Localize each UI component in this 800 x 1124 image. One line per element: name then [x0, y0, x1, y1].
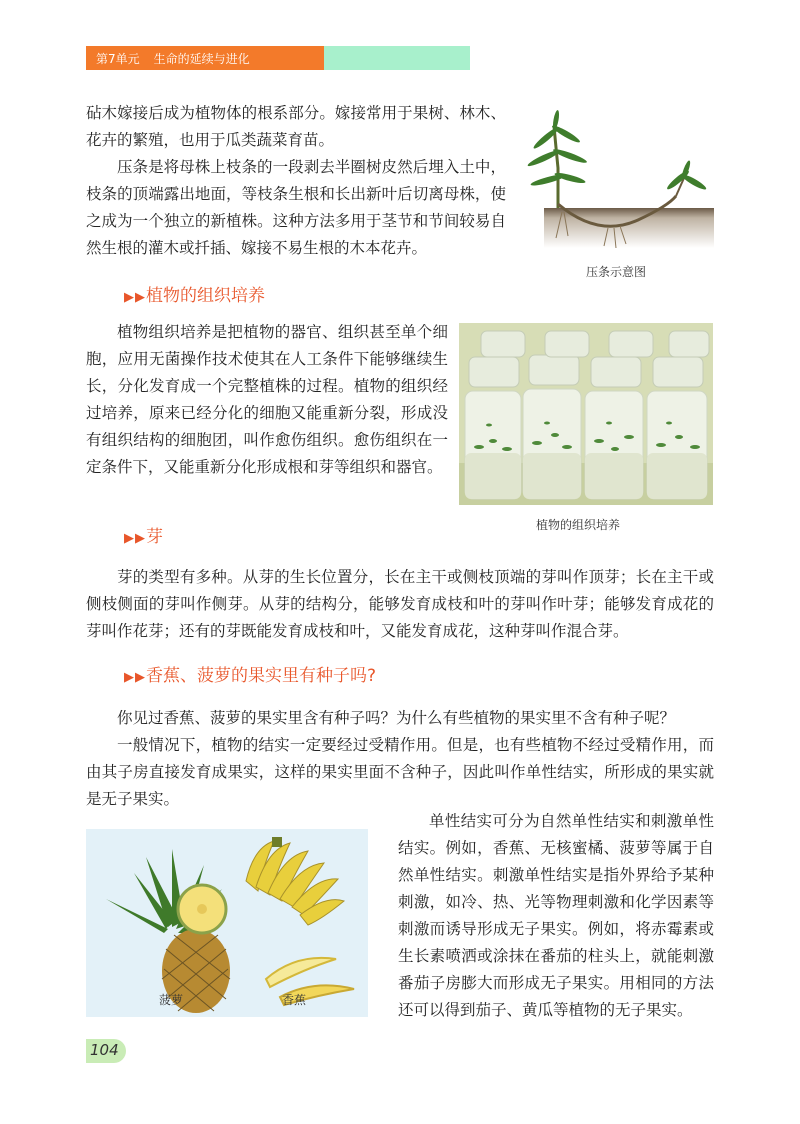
caption-pineapple: 菠萝: [159, 993, 184, 1007]
paragraph-grafting: 砧木嫁接后成为植物体的根系部分。嫁接常用于果树、林木、花卉的繁殖，也用于瓜类蔬菜育苗。: [86, 104, 506, 149]
section-heading-seedless: [124, 661, 376, 686]
page-number: 104: [90, 1041, 119, 1059]
paragraph-parthenocarpy-types: 单性结实可分为自然单性结实和刺激单性结实。例如，香蕉、无核蜜橘、菠萝等属于自然单性结实。刺激单性结实是指外界给予某种刺激，如冷、热、光等物理刺激和化学因素等刺激而诱导形成无子果实。例如，将赤霉素或生长素喷洒或涂抹在番茄的柱头上，就能刺激番茄子房膨大而形成无子果实。用相同的方法还可以得到茄子、黄瓜等植物的无子果实。: [398, 812, 714, 1019]
unit-title: 生命的延续与进化: [153, 52, 250, 66]
section-heading-tissue-culture: [124, 281, 265, 306]
heading-text: 香蕉、菠萝的果实里有种子吗?: [146, 666, 377, 686]
caption-banana: 香蕉: [282, 993, 307, 1007]
paragraph-question: 你见过香蕉、菠萝的果实里含有种子吗？为什么有些植物的果实里不含有种子呢？: [117, 709, 676, 727]
layering-diagram: [518, 108, 714, 256]
caption-tissue-culture: 植物的组织培养: [536, 518, 621, 532]
heading-text: 芽: [146, 527, 163, 547]
heading-arrow-icon: ▶▶: [124, 670, 146, 685]
header-green-band: [324, 46, 470, 70]
heading-arrow-icon: ▶▶: [124, 531, 146, 546]
heading-text: 植物的组织培养: [146, 286, 265, 306]
chapter-header: [86, 46, 470, 70]
header-text: [96, 50, 264, 67]
tissue-culture-photo: [459, 323, 713, 505]
pineapple-banana-photo: [86, 829, 368, 1017]
caption-layering: 压条示意图: [586, 265, 647, 279]
paragraph-layering: 压条是将母株上枝条的一段剥去半圈树皮然后埋入土中，枝条的顶端露出地面，等枝条生根和长出新叶后切离母株，使之成为一个独立的新植株。这种方法多用于茎节和节间较易自然生根的灌木或扦插、嫁接不易生根的木本花卉。: [86, 158, 506, 257]
paragraph-bud: 芽的类型有多种。从芽的生长位置分，长在主干或侧枝顶端的芽叫作顶芽；长在主干或侧枝侧面的芽叫作侧芽。从芽的结构分，能够发育成枝和叶的芽叫作叶芽；能够发育成花的芽叫作花芽；还有的芽既能发育成枝和叶，又能发育成花，这种芽叫作混合芽。: [86, 568, 714, 640]
paragraph-parthenocarpy: 一般情况下，植物的结实一定要经过受精作用。但是，也有些植物不经过受精作用，而由其子房直接发育成果实，这样的果实里面不含种子，因此叫作单性结实，所形成的果实就是无子果实。: [86, 736, 714, 808]
paragraph-tissue-culture: 植物组织培养是把植物的器官、组织甚至单个细胞，应用无菌操作技术使其在人工条件下能够继续生长，分化发育成一个完整植株的过程。植物的组织经过培养，原来已经分化的细胞又能重新分裂，形成没有组织结构的细胞团，叫作愈伤组织。愈伤组织在一定条件下，又能重新分化形成根和芽等组织和器官。: [86, 323, 448, 476]
heading-arrow-icon: ▶▶: [124, 290, 146, 305]
section-heading-bud: [124, 522, 163, 547]
page-number-badge: [86, 1039, 126, 1063]
unit-label: 第7单元: [96, 52, 140, 66]
